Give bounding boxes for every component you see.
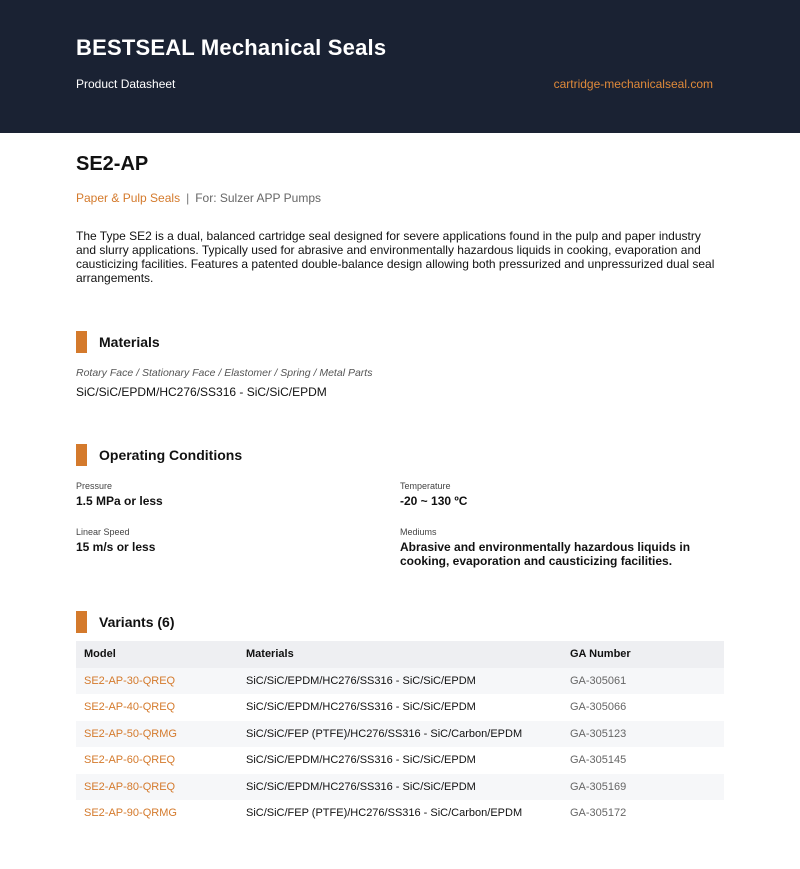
variant-model-link[interactable]: SE2-AP-80-QREQ bbox=[84, 780, 176, 793]
variant-materials: SiC/SiC/FEP (PTFE)/HC276/SS316 - SiC/Carbon/EPDM bbox=[246, 727, 523, 740]
speed-label: Linear Speed bbox=[76, 527, 130, 537]
variant-materials: SiC/SiC/EPDM/HC276/SS316 - SiC/SiC/EPDM bbox=[246, 754, 476, 766]
section-accent-bar bbox=[76, 444, 87, 466]
temperature-block bbox=[400, 481, 720, 508]
column-header-model: Model bbox=[84, 648, 116, 660]
website-link[interactable]: cartridge-mechanicalseal.com bbox=[553, 77, 713, 91]
variant-ga-number: GA-305123 bbox=[570, 727, 627, 740]
mediums-block bbox=[400, 527, 724, 568]
variant-materials: SiC/SiC/EPDM/HC276/SS316 - SiC/SiC/EPDM bbox=[246, 674, 476, 687]
variant-model-link[interactable]: SE2-AP-40-QREQ bbox=[84, 701, 176, 713]
variant-ga-number: GA-305169 bbox=[570, 780, 627, 793]
section-accent-bar bbox=[76, 331, 87, 353]
table-row bbox=[76, 721, 724, 748]
product-description: The Type SE2 is a dual, balanced cartridge seal designed for severe applications found in the pulp and paper industry and slurry applications. Typically used for abrasive and environmentally hazardous liquids in cooking, evaporation and causticizing facilities. Features a patented double-balance design allowing both pressurized and unpressurized dual seal arrangements. bbox=[76, 229, 715, 285]
variant-model-link[interactable]: SE2-AP-50-QRMG bbox=[84, 727, 177, 740]
speed-value: 15 m/s or less bbox=[76, 540, 156, 554]
materials-title: Materials bbox=[99, 334, 160, 350]
variants-table bbox=[76, 641, 724, 827]
temperature-label: Temperature bbox=[400, 481, 451, 491]
table-row bbox=[76, 800, 724, 827]
variant-ga-number: GA-305061 bbox=[570, 674, 627, 687]
table-row bbox=[76, 694, 724, 721]
brand-title: BESTSEAL Mechanical Seals bbox=[76, 35, 387, 60]
meta-separator: | bbox=[186, 191, 190, 205]
variant-model-link[interactable]: SE2-AP-60-QREQ bbox=[84, 754, 176, 766]
page-header bbox=[0, 0, 800, 133]
operating-heading bbox=[76, 444, 242, 466]
variant-materials: SiC/SiC/EPDM/HC276/SS316 - SiC/SiC/EPDM bbox=[246, 701, 476, 713]
product-model-title: SE2-AP bbox=[76, 153, 149, 175]
variant-ga-number: GA-305066 bbox=[570, 701, 627, 713]
materials-heading bbox=[76, 331, 160, 353]
variant-materials: SiC/SiC/FEP (PTFE)/HC276/SS316 - SiC/Carbon/EPDM bbox=[246, 807, 523, 819]
table-row bbox=[76, 774, 724, 801]
variants-heading bbox=[76, 611, 174, 633]
materials-caption: Rotary Face / Stationary Face / Elastomer / Spring / Metal Parts bbox=[76, 367, 373, 379]
pressure-label: Pressure bbox=[76, 481, 113, 491]
mediums-label: Mediums bbox=[400, 527, 437, 537]
operating-title: Operating Conditions bbox=[99, 447, 243, 463]
column-header-materials: Materials bbox=[246, 648, 294, 660]
pressure-block bbox=[76, 481, 396, 508]
table-row bbox=[76, 747, 724, 774]
pressure-value: 1.5 MPa or less bbox=[76, 494, 163, 508]
materials-value: SiC/SiC/EPDM/HC276/SS316 - SiC/SiC/EPDM bbox=[76, 385, 327, 399]
product-category-link[interactable]: Paper & Pulp Seals bbox=[76, 191, 181, 205]
speed-block bbox=[76, 527, 396, 554]
variant-model-link[interactable]: SE2-AP-30-QREQ bbox=[84, 674, 176, 687]
mediums-value: Abrasive and environmentally hazardous liquids in cooking, evaporation and causticizing facilities. bbox=[400, 540, 691, 568]
variant-model-link[interactable]: SE2-AP-90-QRMG bbox=[84, 807, 177, 819]
variant-ga-number: GA-305145 bbox=[570, 754, 627, 766]
product-meta bbox=[76, 191, 321, 205]
variant-materials: SiC/SiC/EPDM/HC276/SS316 - SiC/SiC/EPDM bbox=[246, 780, 476, 793]
temperature-value: -20 ~ 130 ºC bbox=[400, 494, 468, 508]
brand-subtitle: Product Datasheet bbox=[76, 77, 176, 91]
section-accent-bar bbox=[76, 611, 87, 633]
column-header-ga-number: GA Number bbox=[570, 648, 631, 660]
variants-title: Variants (6) bbox=[99, 614, 175, 630]
product-application: For: Sulzer APP Pumps bbox=[195, 191, 322, 205]
table-row bbox=[76, 668, 724, 695]
table-header-row bbox=[76, 641, 724, 668]
variant-ga-number: GA-305172 bbox=[570, 807, 627, 819]
